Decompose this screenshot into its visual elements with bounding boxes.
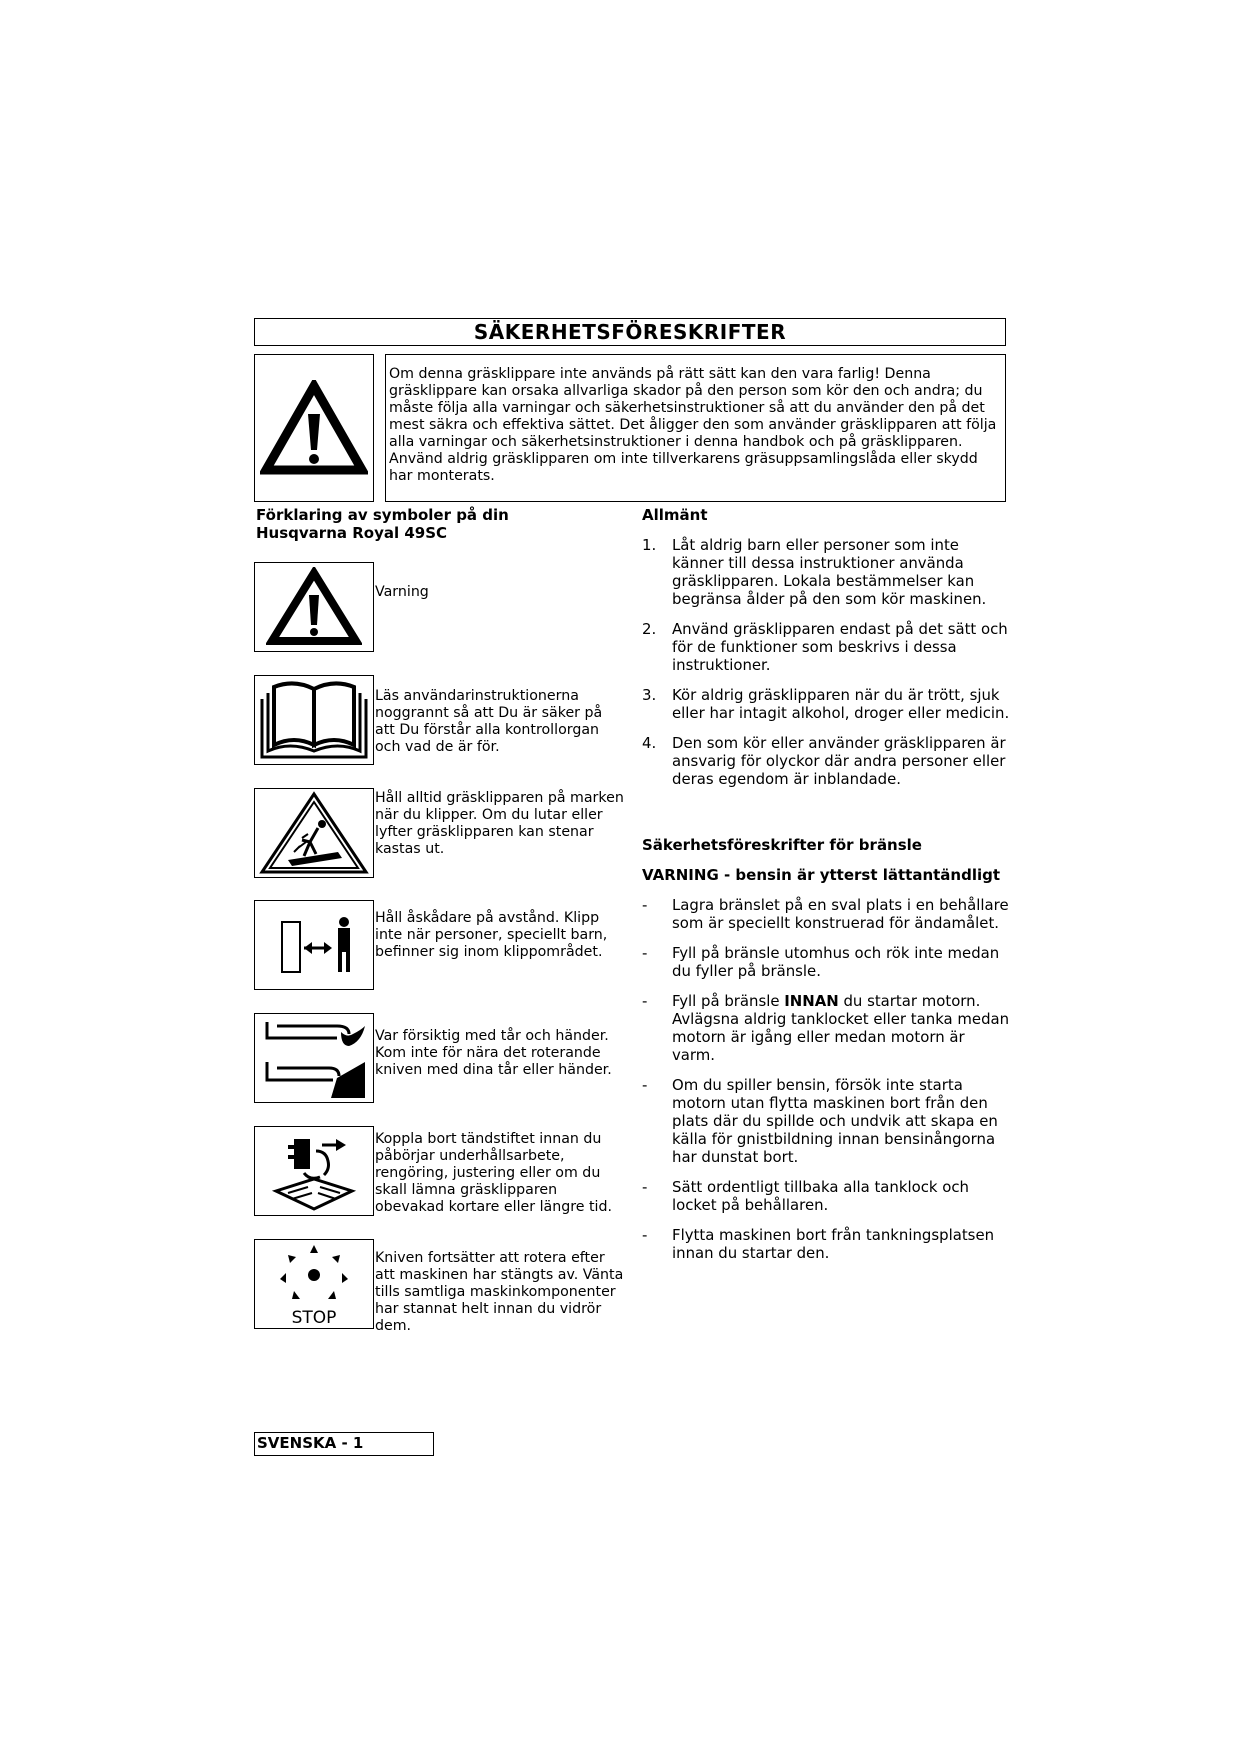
list-item [642,536,1012,608]
page-footer: SVENSKA - 1 [254,1432,434,1456]
warning-triangle-icon [266,567,362,647]
item-number: 3. [642,686,657,704]
intro-text: Om denna gräsklippare inte används på rätt sätt kan den vara farlig! Denna gräsklippare kan orsaka allvarliga skador på den person som kör den och andra; du måste följa alla varningar och säkerhetsinstruktioner så att du använder den på det mest säkra och effektiva sättet. Det åligger den som använder gräsklipparen att följa alla varningar och säkerhetsinstruktioner i denna handbok och på gräsklipparen. Använd aldrig gräsklipparen om inte tillverkarens gräsuppsamlingslåda eller skydd har monterats. [385,354,1006,502]
item-text [672,992,1009,1064]
right-column [642,506,1012,1274]
item-number: 1. [642,536,657,554]
item-text: Flytta maskinen bort från tankningsplatsen innan du startar den. [672,1226,995,1262]
list-item [642,992,1012,1064]
warning-triangle-icon [260,380,368,476]
item-bullet: - [642,896,648,914]
item-bullet: - [642,1076,648,1094]
warning-icon-box [254,354,374,502]
list-item [642,620,1012,674]
list-item [642,734,1012,788]
rotating-blade-icon [264,1241,364,1327]
item-number: 4. [642,734,657,752]
symbol-text-thrown-objects: Håll alltid gräsklipparen på marken när du klipper. Om du lutar eller lyfter gräsklipparen kan stenar kastas ut. [375,790,624,857]
symbols-heading [256,506,626,542]
thrown-objects-icon [258,790,370,876]
list-item [642,1076,1012,1166]
symbols-heading-line2: Husqvarna Royal 49SC [256,524,448,542]
item-text-post: du startar motorn. Avlägsna aldrig tanklocket eller tanka medan motorn är igång eller medan motorn är varm. [672,992,1010,1064]
list-item [642,896,1012,932]
item-text: Den som kör eller använder gräsklipparen är ansvarig för olyckor där andra personer eller deras egendom är inblandade. [672,734,1006,788]
item-text: Lagra bränslet på en sval plats i en behållare som är speciellt konstruerad för ändamålet. [672,896,1009,932]
manual-book-icon [258,679,370,761]
symbol-text-hands-feet: Var försiktig med tår och händer. Kom inte för nära det roterande kniven med dina tår eller händer. [375,1028,612,1078]
item-text: Använd gräsklipparen endast på det sätt och för de funktioner som beskrivs i dessa instruktioner. [672,620,1008,674]
item-text: Sätt ordentligt tillbaka alla tanklock och locket på behållaren. [672,1178,969,1214]
symbol-warning [254,562,374,652]
list-item [642,686,1012,722]
item-text: Kör aldrig gräsklipparen när du är trött, sjuk eller har intagit alkohol, droger eller medicin. [672,686,1010,722]
symbol-spark-plug [254,1126,374,1216]
list-item [642,1226,1012,1262]
stop-label: STOP [291,1308,337,1327]
symbol-thrown-objects [254,788,374,878]
symbol-keep-distance [254,900,374,990]
hands-feet-icon [257,1016,371,1100]
symbol-text-manual: Läs användarinstruktionerna noggrannt så att Du är säker på att Du förstår alla kontrollorgan och vad de är för. [375,688,603,755]
symbol-text-warning: Varning [375,584,429,600]
keep-distance-icon [264,910,364,980]
general-heading: Allmänt [642,506,708,524]
item-text: Om du spiller bensin, försök inte starta motorn utan flytta maskinen bort från den plats där du spillde och undvik att skapa en källa för gnistbildning innan bensinångorna har dunstat bort. [672,1076,998,1166]
item-bullet: - [642,992,648,1010]
item-bullet: - [642,1178,648,1196]
list-item [642,944,1012,980]
symbol-text-spark-plug: Koppla bort tändstiftet innan du påbörjar underhållsarbete, rengöring, justering eller om du skall lämna gräsklipparen obevakad kortare eller längre tid. [375,1131,613,1215]
item-text: Låt aldrig barn eller personer som inte känner till dessa instruktioner använda gräsklipparen. Lokala bestämmelser kan begränsa ålder på den som kör maskinen. [672,536,987,608]
fuel-warning: VARNING - bensin är ytterst lättantändligt [642,866,1001,884]
item-text: Fyll på bränsle utomhus och rök inte medan du fyller på bränsle. [672,944,1000,980]
symbol-text-rotating-blade: Kniven fortsätter att rotera efter att maskinen har stängts av. Vänta tills samtliga maskinkomponenter har stannat helt innan du vidrör dem. [375,1250,624,1334]
symbol-rotating-blade [254,1239,374,1329]
symbol-text-keep-distance: Håll åskådare på avstånd. Klipp inte när personer, speciellt barn, befinner sig inom klippområdet. [375,910,608,960]
fuel-heading: Säkerhetsföreskrifter för bränsle [642,836,922,854]
item-bullet: - [642,944,648,962]
item-bullet: - [642,1226,648,1244]
symbol-manual [254,675,374,765]
item-text-bold: INNAN [784,992,839,1010]
list-item [642,1178,1012,1214]
symbol-hands-feet [254,1013,374,1103]
symbols-heading-line1: Förklaring av symboler på din [256,506,509,524]
page-title: SÄKERHETSFÖRESKRIFTER [254,318,1006,346]
item-number: 2. [642,620,657,638]
spark-plug-icon [264,1129,364,1213]
item-text-pre: Fyll på bränsle [672,992,785,1010]
